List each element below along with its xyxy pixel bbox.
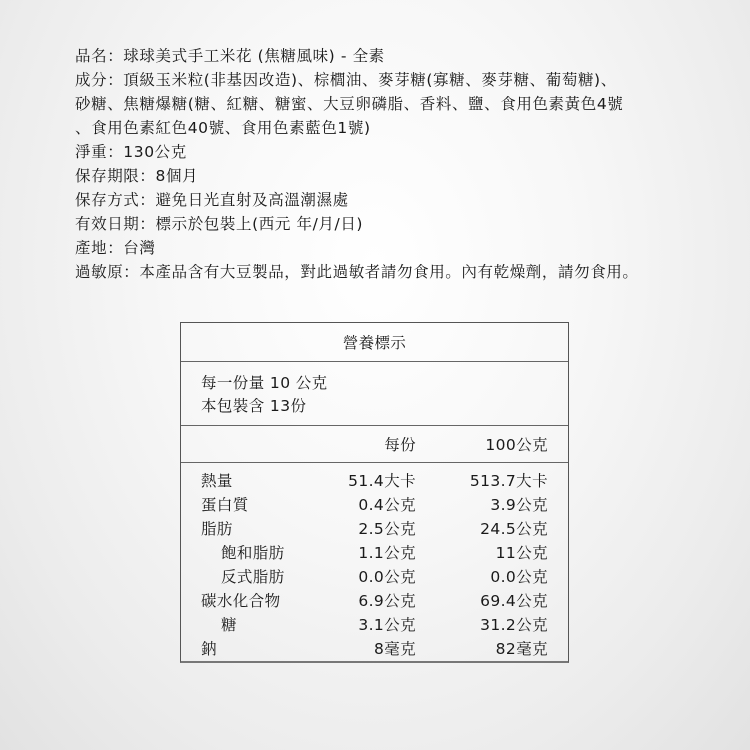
- expiry-line: 有效日期：標示於包裝上(西元 年/月/日): [75, 215, 364, 233]
- nutrient-per-100g: 24.5公克: [480, 520, 548, 538]
- nutrient-name: 熱量: [201, 472, 233, 490]
- nutrient-per-serving: 3.1公克: [358, 616, 416, 634]
- nutrition-title: 營養標示: [181, 323, 568, 362]
- table-row: [181, 637, 568, 661]
- net-weight-line: 淨重：130公克: [75, 143, 187, 161]
- nutrient-per-100g: 513.7大卡: [469, 472, 548, 490]
- nutrient-name: 反式脂肪: [221, 568, 285, 586]
- nutrient-per-serving: 1.1公克: [358, 544, 416, 562]
- nutrition-column-headers: [181, 426, 568, 463]
- nutrient-per-100g: 82毫克: [495, 640, 548, 658]
- nutrition-facts-table: [180, 322, 569, 663]
- nutrient-per-serving: 8毫克: [373, 640, 416, 658]
- nutrient-per-serving: 0.4公克: [358, 496, 416, 514]
- nutrient-name: 蛋白質: [201, 496, 249, 514]
- nutrient-name: 飽和脂肪: [221, 544, 285, 562]
- nutrient-per-100g: 3.9公克: [490, 496, 548, 514]
- storage-line: 保存方式：避免日光直射及高溫潮濕處: [75, 191, 349, 209]
- nutrient-per-100g: 31.2公克: [480, 616, 548, 634]
- nutrient-per-serving: 51.4大卡: [348, 472, 416, 490]
- ingredients-line-3: 、食用色素紅色40號、食用色素藍色1號): [75, 119, 371, 137]
- table-row: [181, 493, 568, 517]
- table-row: [181, 613, 568, 637]
- servings-per-pack: 本包裝含 13份: [201, 397, 307, 415]
- nutrient-name: 脂肪: [201, 520, 233, 538]
- header-per-serving: 每份: [384, 436, 416, 454]
- ingredients-line-1: 成分：頂級玉米粒(非基因改造)、棕櫚油、麥芽糖(寡糖、麥芽糖、葡萄糖)、: [75, 71, 617, 89]
- serving-size: 每一份量 10 公克: [201, 374, 328, 392]
- serving-info: [181, 362, 568, 426]
- table-row: [181, 469, 568, 493]
- allergen-line: 過敏原：本產品含有大豆製品，對此過敏者請勿食用。內有乾燥劑，請勿食用。: [75, 263, 639, 281]
- product-info: [75, 44, 639, 284]
- origin-line: 產地：台灣: [75, 239, 156, 257]
- nutrient-per-serving: 6.9公克: [358, 592, 416, 610]
- nutrient-name: 碳水化合物: [201, 592, 281, 610]
- table-row: [181, 565, 568, 589]
- nutrition-rows: [181, 463, 568, 661]
- nutrient-per-100g: 69.4公克: [480, 592, 548, 610]
- nutrient-per-100g: 0.0公克: [490, 568, 548, 586]
- nutrient-name: 糖: [221, 616, 237, 634]
- table-row: [181, 541, 568, 565]
- ingredients-line-2: 砂糖、焦糖爆糖(糖、紅糖、糖蜜、大豆卵磷脂、香料、鹽、食用色素黃色4號: [75, 95, 624, 113]
- shelf-life-line: 保存期限：8個月: [75, 167, 199, 185]
- nutrient-name: 鈉: [201, 640, 217, 658]
- nutrient-per-serving: 0.0公克: [358, 568, 416, 586]
- header-per-100g: 100公克: [485, 436, 548, 454]
- product-name-line: 品名：球球美式手工米花 (焦糖風味) - 全素: [75, 47, 385, 65]
- nutrient-per-100g: 11公克: [495, 544, 548, 562]
- table-row: [181, 589, 568, 613]
- nutrient-per-serving: 2.5公克: [358, 520, 416, 538]
- table-row: [181, 517, 568, 541]
